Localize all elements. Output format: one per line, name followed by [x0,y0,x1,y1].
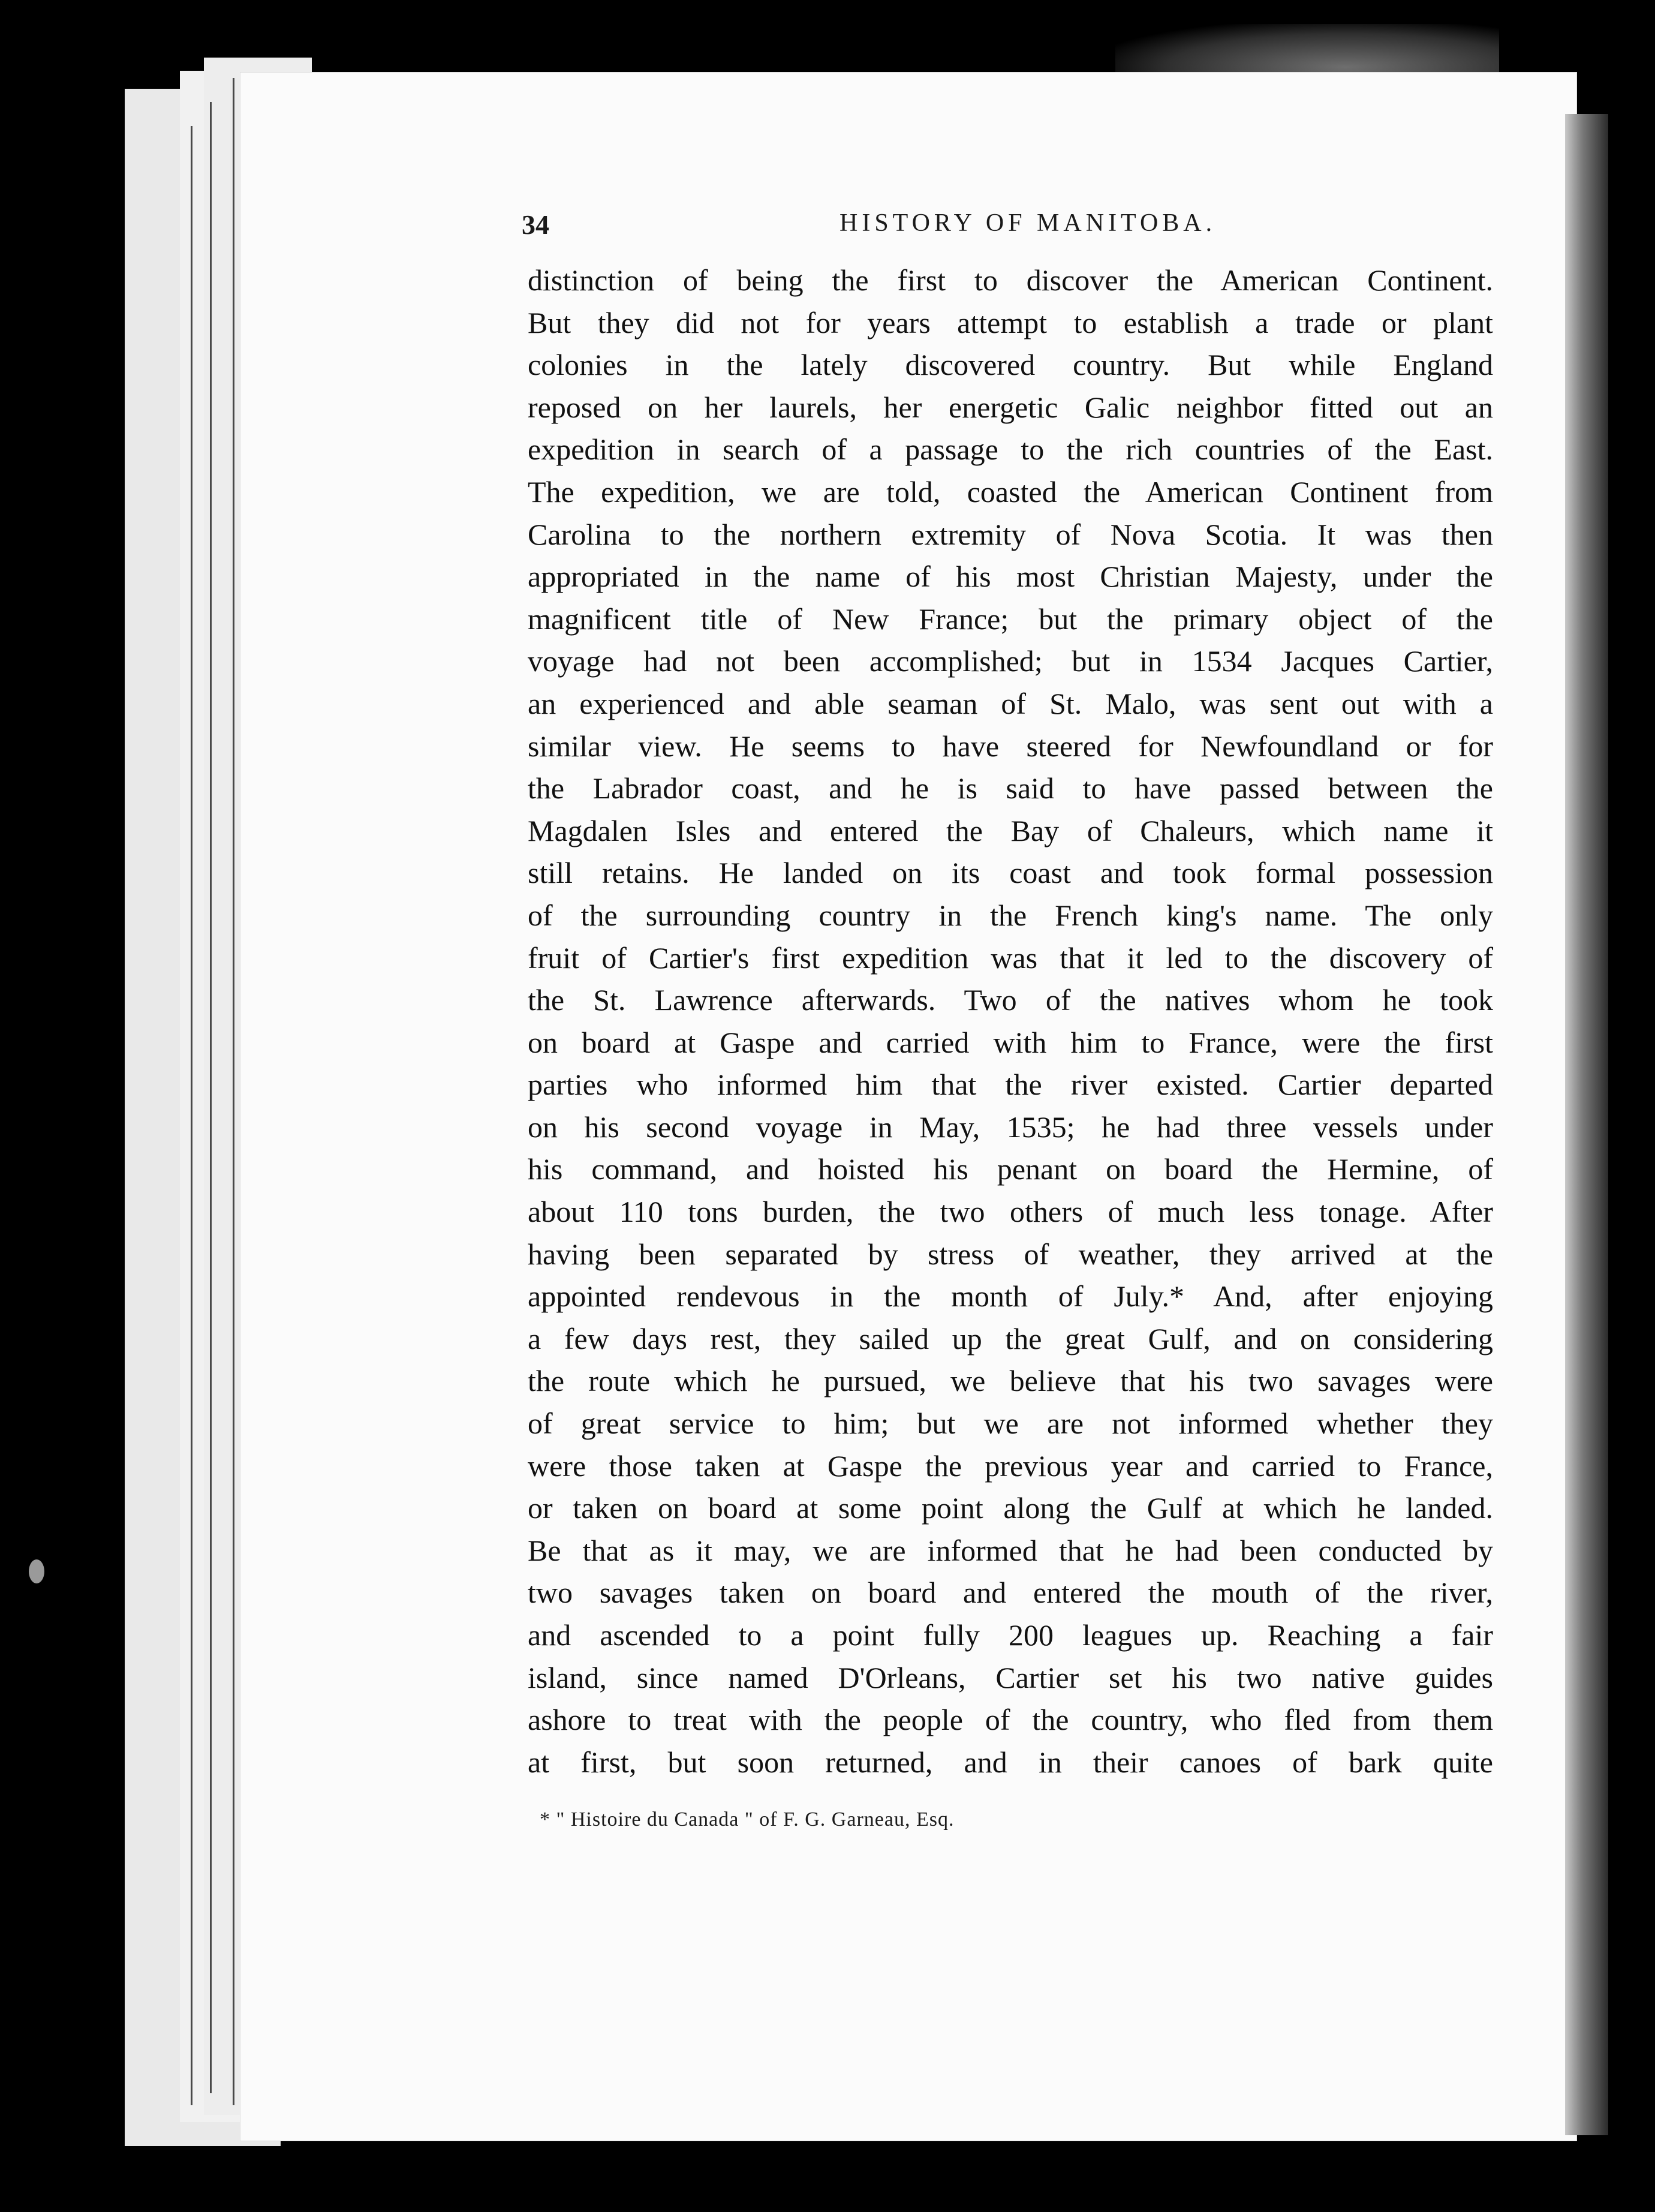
text-line: on his second voyage in May, 1535; he had three vessels under [528,1110,1493,1144]
text-line: expedition in search of a passage to the rich countries of the East. [528,432,1493,467]
text-line: parties who informed him that the river existed. Cartier departed [528,1068,1493,1102]
running-title: HISTORY OF MANITOBA. [839,209,1217,237]
text-line: still retains. He landed on its coast and took formal possession [528,856,1493,890]
text-line: were those taken at Gaspe the previous year and carried to France, [528,1448,1493,1483]
text-line: a few days rest, they sailed up the great Gulf, and on considering [528,1321,1493,1356]
text-line: of great service to him; but we are not informed whether they [528,1406,1493,1441]
text-line: distinction of being the first to discover the American Continent. [528,263,1493,297]
page-edge-line [210,102,212,2093]
page-number: 34 [522,209,549,240]
page-edge-line [191,126,192,2105]
text-line: on board at Gaspe and carried with him to France, were the first [528,1025,1493,1059]
text-line: appropriated in the name of his most Christian Majesty, under the [528,560,1493,594]
text-line: the Labrador coast, and he is said to have passed between the [528,771,1493,806]
text-line: and ascended to a point fully 200 leagues up. Reaching a fair [528,1618,1493,1652]
text-line: Carolina to the northern extremity of Nova Scotia. It was then [528,517,1493,551]
text-line: of the surrounding country in the French king's name. The only [528,898,1493,932]
body-text [528,259,1493,1783]
text-line: Be that as it may, we are informed that he had been conducted by [528,1533,1493,1567]
text-line: colonies in the lately discovered country. But while England [528,348,1493,382]
page-edge-line [233,78,234,2105]
text-line: his command, and hoisted his penant on board the Hermine, of [528,1152,1493,1186]
text-line: the St. Lawrence afterwards. Two of the natives whom he took [528,983,1493,1017]
text-line: two savages taken on board and entered the mouth of the river, [528,1576,1493,1610]
text-line: the route which he pursued, we believe that his two savages were [528,1364,1493,1398]
text-line: similar view. He seems to have steered for Newfoundland or for [528,729,1493,763]
text-line: fruit of Cartier's first expedition was that it led to the discovery of [528,940,1493,975]
text-line: having been separated by stress of weather, they arrived at the [528,1237,1493,1271]
text-line: or taken on board at some point along the Gulf at which he landed. [528,1491,1493,1525]
text-line: appointed rendevous in the month of July.* And, after enjoying [528,1279,1493,1314]
text-line: an experienced and able seaman of St. Malo, was sent out with a [528,686,1493,720]
text-line: ashore to treat with the people of the country, who fled from them [528,1703,1493,1737]
scan-speck [29,1559,44,1583]
text-line: island, since named D'Orleans, Cartier set his two native guides [528,1660,1493,1694]
text-line: magnificent title of New France; but the primary object of the [528,602,1493,636]
text-line: But they did not for years attempt to establish a trade or plant [528,305,1493,339]
text-line: voyage had not been accomplished; but in 1534 Jacques Cartier, [528,644,1493,678]
text-line: at first, but soon returned, and in their canoes of bark quite [528,1745,1493,1779]
text-line: about 110 tons burden, the two others of much less tonage. After [528,1195,1493,1229]
running-header [522,209,1493,245]
footnote: * " Histoire du Canada " of F. G. Garneau, Esq. [540,1808,955,1831]
text-line: reposed on her laurels, her energetic Galic neighbor fitted out an [528,390,1493,424]
text-line: Magdalen Isles and entered the Bay of Chaleurs, which name it [528,813,1493,847]
page-gutter-shadow [1565,114,1608,2135]
text-line: The expedition, we are told, coasted the American Continent from [528,474,1493,509]
